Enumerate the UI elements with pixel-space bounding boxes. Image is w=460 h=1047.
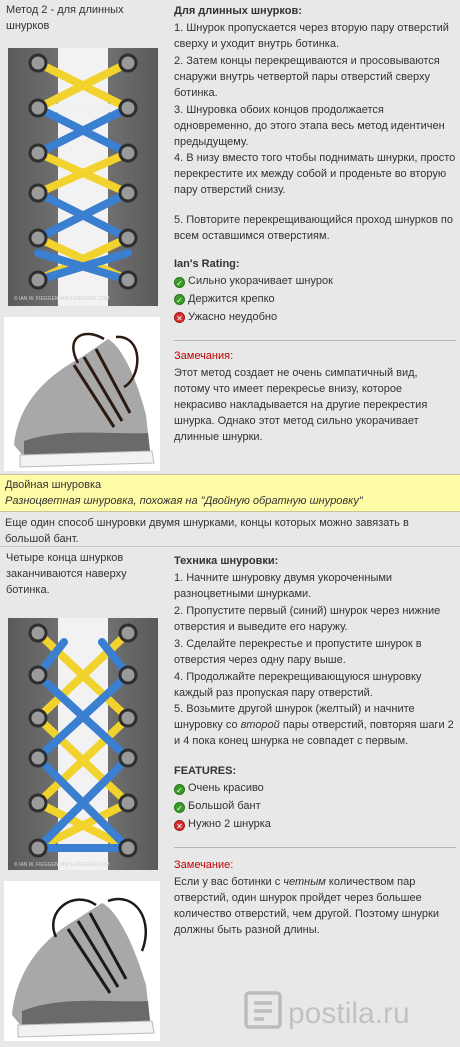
divider [174,340,456,341]
remark-title: Замечания: [174,349,234,362]
feature-text: Большой бант [188,800,261,813]
remark-text: Этот метод создает не очень симпатичный вид, потому что имеет перекресье внизу, которое некрасиво накладывается на другие перекрестия шнурка. Однако этот метод сильно укорачивает длинные шнурки. [174,366,428,443]
method-2-caption: Метод 2 - для длинных шнурков [6,4,124,32]
technique-step-5 [174,702,456,750]
remark-title: Замечание: [174,859,234,871]
feature-text: Нужно 2 шнурка [188,818,271,831]
rating-text: Сильно укорачивает шнурок [188,275,333,288]
banner-title: Двойная шнуровка [5,479,102,491]
method-2-step-5: 5. Повторите перекрещивающийся проход шнурков по всем оставшимся отверстиям. [174,214,453,243]
shoe-photo-double [4,881,160,1041]
remark-text [174,875,456,939]
check-icon: ✓ [174,784,185,795]
technique-step-3: 3. Сделайте перекрестье и пропустите шнурок в отверстия через одну пару выше. [174,637,422,666]
postila-logo-icon [246,993,280,1027]
technique-step-1: 1. Начните шнуровку двумя укороченными разноцветными шнурками. [174,571,393,600]
remark-emphasis: четным [283,875,326,888]
cross-icon: ✕ [174,820,185,831]
method-2-step-1: 1. Шнурок пропускается через вторую пару отверстий сверху и уходит внутрь ботинка. [174,21,449,50]
rating-item [174,274,456,290]
remark-part-1: Если у вас ботинки с [174,875,284,888]
method-2-heading: Для длинных шнурков: [174,5,302,17]
shoe-illustration [4,317,160,471]
technique-heading: Техника шнуровки: [174,555,279,567]
double-lacing-section [0,548,460,1047]
technique-step-2: 2. Пропустите первый (синий) шнурок через нижние отверстия и выведите его наружу. [174,604,441,633]
rating-title: Ian's Rating: [174,258,240,271]
feature-item [174,781,456,797]
features-title: FEATURES: [174,765,237,778]
method-2-section [0,0,460,472]
rating-text: Ужасно неудобно [188,310,278,323]
step-5-emphasis: второй [240,719,280,732]
method-2-step-4: 4. В низу вместо того чтобы поднимать шнурки, просто перекрестите их между собой и проденьте во вторую пару отверстий снизу. [174,152,456,197]
rating-text: Держится крепко [188,293,275,305]
lacing-diagram-method-2 [8,48,158,306]
double-lacing-banner [0,474,460,512]
banner-subtitle: Разноцветная шнуровка, похожая на "Двойную обратную шнуровку" [5,494,363,507]
step-5-part-1: 5. Возьмите другой шнурок (желтый) и начните шнуровку со [174,703,415,732]
lacing-diagram-double [8,618,158,870]
method-2-left-column [0,0,168,472]
rating-item [174,310,456,326]
double-lacing-caption: Четыре конца шнурков заканчиваются наверху ботинка. [6,552,127,596]
step-5-part-2: пары отверстий, повторяя шаги 2 и 4 пока конец шнурка не совпадет с первым. [174,719,454,748]
check-icon: ✓ [174,294,185,305]
method-2-step-2: 2. Затем концы перекрещиваются и просовываются снаружи внутрь четвертой пары отверстий сверху ботинка. [174,54,440,99]
shoe-photo-method-2 [4,317,160,471]
method-2-right-column [168,4,460,446]
remark-part-2: количеством пар отверстий, один шнурок пройдет через большее количество отверстий, чем другой. Поэтому шнурки должны быть разной длины. [174,875,440,936]
feature-text: Очень красиво [188,782,264,795]
shoe-illustration [4,881,160,1041]
rating-item [174,292,456,308]
feature-item [174,817,456,833]
diagram-watermark: © IAN W. FIEGGEN IAN'S.FIEGGEN.COM [14,296,110,302]
technique-step-4: 4. Продолжайте перекрещивающуюся шнуровку каждый раз пропуская пару отверстий. [174,670,422,699]
double-lacing-right-column [168,554,460,939]
cross-icon: ✕ [174,312,185,323]
diagram-watermark: © IAN W. FIEGGEN IAN'S.FIEGGEN.COM [14,862,110,868]
double-lacing-left-column [0,548,168,1047]
divider [174,847,456,848]
site-name: postila.ru [288,997,410,1030]
feature-item [174,799,456,815]
check-icon: ✓ [174,802,185,813]
check-icon: ✓ [174,277,185,288]
method-2-step-3: 3. Шнуровка обоих концов продолжается одновременно, до этого этапа весь метод идентичен предыдущему. [174,103,445,148]
site-watermark [240,983,450,1039]
double-lacing-intro: Еще один способ шнуровки двумя шнурками, концы которых можно завязать в большой бант. [0,513,460,547]
